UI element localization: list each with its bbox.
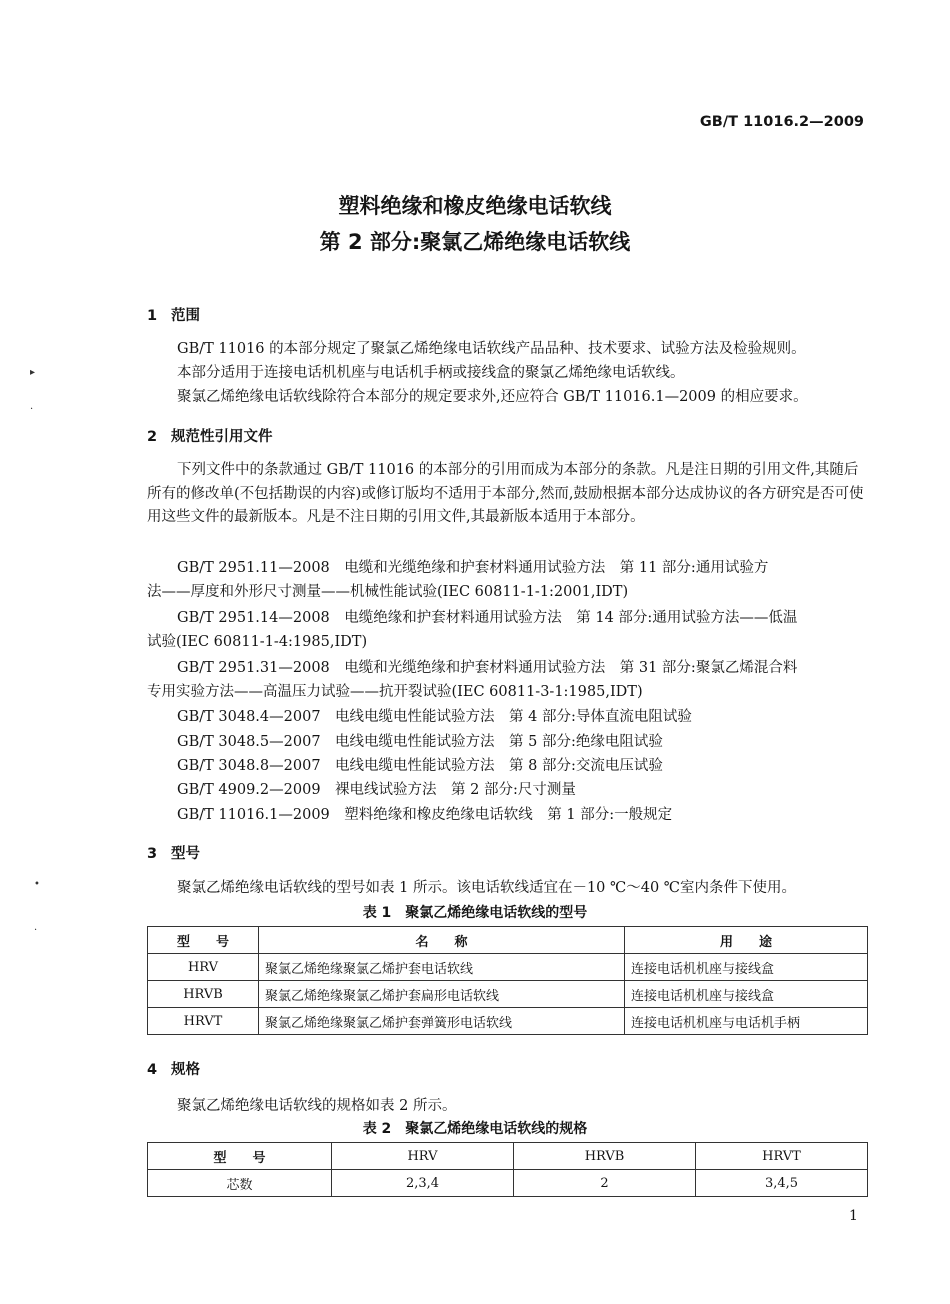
section-3-paragraph: 聚氯乙烯绝缘电话软线的型号如表 1 所示。该电话软线适宜在－10 ℃～40 ℃室内条件下使用。 — [177, 880, 797, 896]
table-cell: 2,3,4 — [332, 1170, 514, 1197]
table-1 — [147, 926, 868, 1035]
page-number: 1 — [849, 1208, 858, 1224]
section-1-paragraph-1: GB/T 11016 的本部分规定了聚氯乙烯绝缘电话软线产品品种、技术要求、试验方法及检验规则。 — [177, 341, 806, 357]
reference-4: GB/T 3048.4—2007 电线电缆电性能试验方法 第 4 部分:导体直流电阻试验 — [177, 709, 692, 725]
reference-2-line2: 试验(IEC 60811-1-4:1985,IDT) — [147, 634, 368, 650]
table-header-cell: 名 称 — [259, 927, 625, 954]
table-header-cell: HRVB — [514, 1143, 696, 1170]
reference-5: GB/T 3048.5—2007 电线电缆电性能试验方法 第 5 部分:绝缘电阻试验 — [177, 734, 663, 750]
table-row — [148, 981, 868, 1008]
section-number: 4 — [147, 1062, 158, 1078]
section-4-paragraph: 聚氯乙烯绝缘电话软线的规格如表 2 所示。 — [177, 1098, 457, 1114]
table-row — [148, 1008, 868, 1035]
table-cell: 3,4,5 — [696, 1170, 868, 1197]
document-title-line2: 第 2 部分:聚氯乙烯绝缘电话软线 — [319, 230, 631, 254]
section-4-heading — [147, 1058, 200, 1079]
section-2-intro: 下列文件中的条款通过 GB/T 11016 的本部分的引用而成为本部分的条款。凡是注日期的引用文件,其随后所有的修改单(不包括勘误的内容)或修订版均不适用于本部分,然而,鼓励根据本部分达成协议的各方研究是否可使用这些文件的最新版本。凡是不注日期的引用文件,其最新版本适用于本部分。 — [147, 462, 864, 526]
section-1-paragraph-2: 本部分适用于连接电话机机座与电话机手柄或接线盒的聚氯乙烯绝缘电话软线。 — [177, 365, 685, 381]
table-row — [148, 1170, 868, 1197]
reference-2-line1: GB/T 2951.14—2008 电缆绝缘和护套材料通用试验方法 第 14 部分:通用试验方法——低温 — [177, 610, 798, 626]
table-2 — [147, 1142, 868, 1197]
reference-8: GB/T 11016.1—2009 塑料绝缘和橡皮绝缘电话软线 第 1 部分:一般规定 — [177, 807, 673, 823]
section-title: 型号 — [171, 846, 200, 862]
table-header-cell: HRVT — [696, 1143, 868, 1170]
document-title-line1: 塑料绝缘和橡皮绝缘电话软线 — [338, 194, 612, 218]
table-row — [148, 954, 868, 981]
reference-1-line2: 法——厚度和外形尺寸测量——机械性能试验(IEC 60811-1-1:2001,IDT) — [147, 584, 629, 600]
reference-3-line2: 专用实验方法——高温压力试验——抗开裂试验(IEC 60811-3-1:1985,IDT) — [147, 684, 643, 700]
reference-7: GB/T 4909.2—2009 裸电线试验方法 第 2 部分:尺寸测量 — [177, 782, 576, 798]
table-header-row — [148, 927, 868, 954]
section-title: 范围 — [171, 308, 200, 324]
table-cell: 连接电话机机座与接线盒 — [625, 981, 868, 1008]
table-cell: 芯数 — [148, 1170, 332, 1197]
table-header-cell: HRV — [332, 1143, 514, 1170]
table-cell: 连接电话机机座与接线盒 — [625, 954, 868, 981]
table-cell: 聚氯乙烯绝缘聚氯乙烯护套弹簧形电话软线 — [259, 1008, 625, 1035]
section-1-heading — [147, 304, 200, 325]
section-title: 规范性引用文件 — [171, 429, 273, 445]
margin-mark: • — [34, 879, 40, 890]
table-cell: HRV — [148, 954, 259, 981]
margin-mark: · — [30, 404, 34, 415]
table-2-caption: 表 2 聚氯乙烯绝缘电话软线的规格 — [362, 1121, 588, 1137]
section-3-heading — [147, 842, 200, 863]
reference-1-line1: GB/T 2951.11—2008 电缆和光缆绝缘和护套材料通用试验方法 第 11 部分:通用试验方 — [177, 560, 769, 576]
table-1-caption: 表 1 聚氯乙烯绝缘电话软线的型号 — [362, 905, 588, 921]
reference-6: GB/T 3048.8—2007 电线电缆电性能试验方法 第 8 部分:交流电压试验 — [177, 758, 663, 774]
table-header-cell: 用 途 — [625, 927, 868, 954]
section-number: 3 — [147, 846, 158, 862]
section-number: 1 — [147, 308, 158, 324]
margin-mark: · — [34, 925, 38, 936]
table-cell: 连接电话机机座与电话机手柄 — [625, 1008, 868, 1035]
table-cell: 2 — [514, 1170, 696, 1197]
table-cell: HRVB — [148, 981, 259, 1008]
table-cell: 聚氯乙烯绝缘聚氯乙烯护套扁形电话软线 — [259, 981, 625, 1008]
section-2-heading — [147, 425, 273, 446]
table-header-cell: 型 号 — [148, 1143, 332, 1170]
table-header-row — [148, 1143, 868, 1170]
table-cell: 聚氯乙烯绝缘聚氯乙烯护套电话软线 — [259, 954, 625, 981]
table-cell: HRVT — [148, 1008, 259, 1035]
section-1-paragraph-3: 聚氯乙烯绝缘电话软线除符合本部分的规定要求外,还应符合 GB/T 11016.1—2009 的相应要求。 — [177, 389, 808, 405]
section-title: 规格 — [171, 1062, 200, 1078]
reference-3-line1: GB/T 2951.31—2008 电缆和光缆绝缘和护套材料通用试验方法 第 31 部分:聚氯乙烯混合料 — [177, 660, 798, 676]
section-number: 2 — [147, 429, 158, 445]
margin-mark: ▸ — [30, 367, 36, 378]
table-header-cell: 型 号 — [148, 927, 259, 954]
standard-code: GB/T 11016.2—2009 — [699, 114, 864, 130]
